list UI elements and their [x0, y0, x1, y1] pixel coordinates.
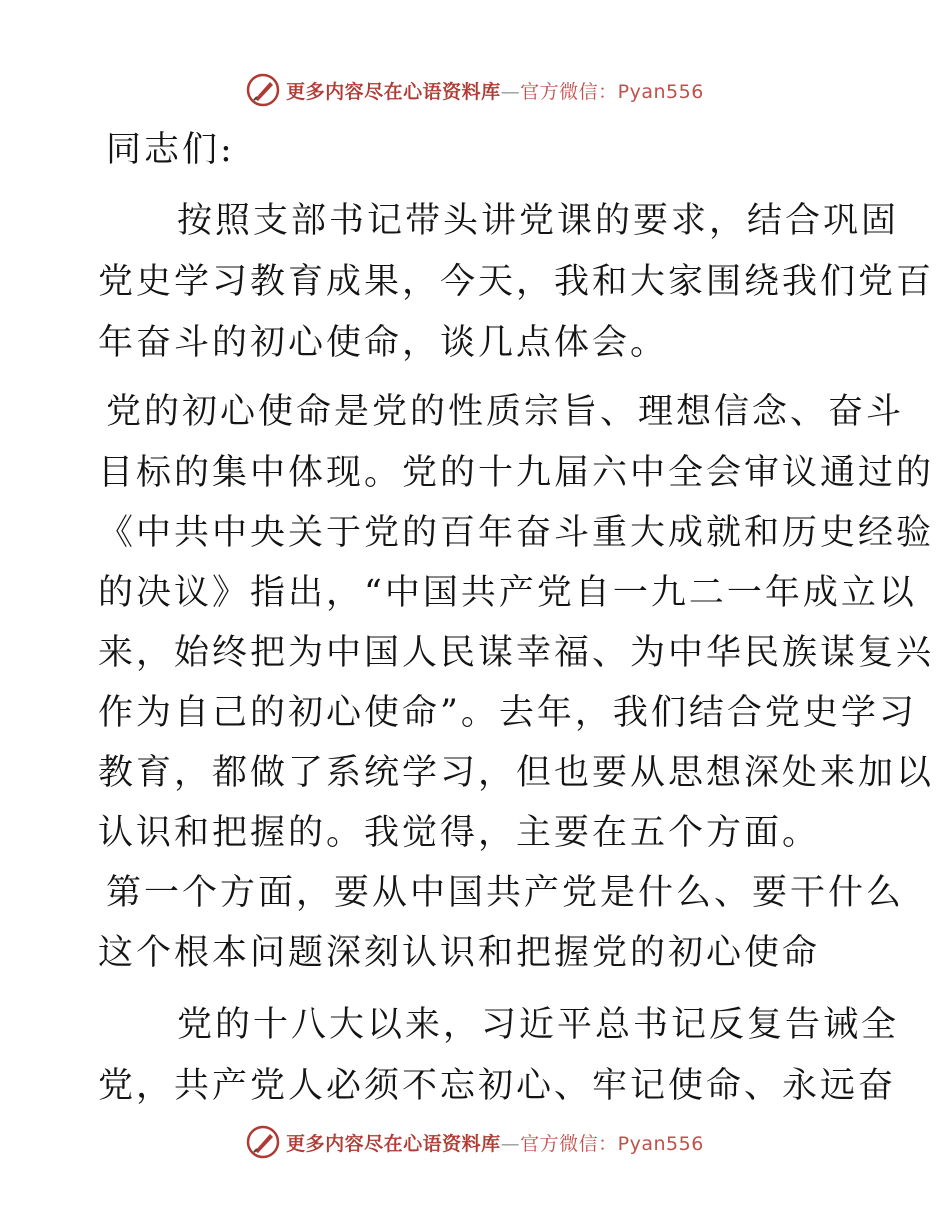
quill-logo-icon [246, 73, 280, 107]
paragraph-line: 作为自己的初心使命”。去年，我们结合党史学习 [98, 693, 917, 733]
paragraph-line: 《中共中央关于党的百年奋斗重大成就和历史经验 [98, 513, 935, 553]
paragraph-line: 目标的集中体现。党的十九届六中全会审议通过的 [98, 453, 935, 493]
paragraph-line: 认识和把握的。我觉得，主要在五个方面。 [98, 813, 821, 853]
paragraph-line: 教育，都做了系统学习，但也要从思想深处来加以 [98, 753, 935, 793]
paragraph-line: 的决议》指出，“中国共产党自一九二一年成立以 [98, 573, 917, 613]
paragraph-line: 年奋斗的初心使命，谈几点体会。 [98, 323, 669, 363]
paragraph-line: 党史学习教育成果，今天，我和大家围绕我们党百 [98, 262, 935, 302]
paragraph-line: 按照支部书记带头讲党课的要求，结合巩固 [177, 201, 900, 241]
watermark-text: 更多内容尽在心语资料库—官方微信：Pyan556 [286, 80, 704, 103]
watermark-text: 更多内容尽在心语资料库—官方微信：Pyan556 [286, 1132, 704, 1155]
heading-line: 这个根本问题深刻认识和把握党的初心使命 [98, 933, 821, 973]
paragraph-line: 党，共产党人必须不忘初心、牢记使命、永远奋 [98, 1066, 897, 1106]
paragraph-line: 党的十八大以来，习近平总书记反复告诫全 [177, 1005, 900, 1045]
paragraph-line: 党的初心使命是党的性质宗旨、理想信念、奋斗 [106, 392, 905, 432]
paragraph-line: 来，始终把为中国人民谋幸福、为中华民族谋复兴 [98, 633, 935, 673]
heading-line: 第一个方面，要从中国共产党是什么、要干什么 [106, 873, 905, 913]
quill-logo-icon [246, 1125, 280, 1159]
watermark-header [0, 70, 950, 110]
salutation: 同志们: [106, 130, 235, 170]
watermark-footer [0, 1122, 950, 1162]
